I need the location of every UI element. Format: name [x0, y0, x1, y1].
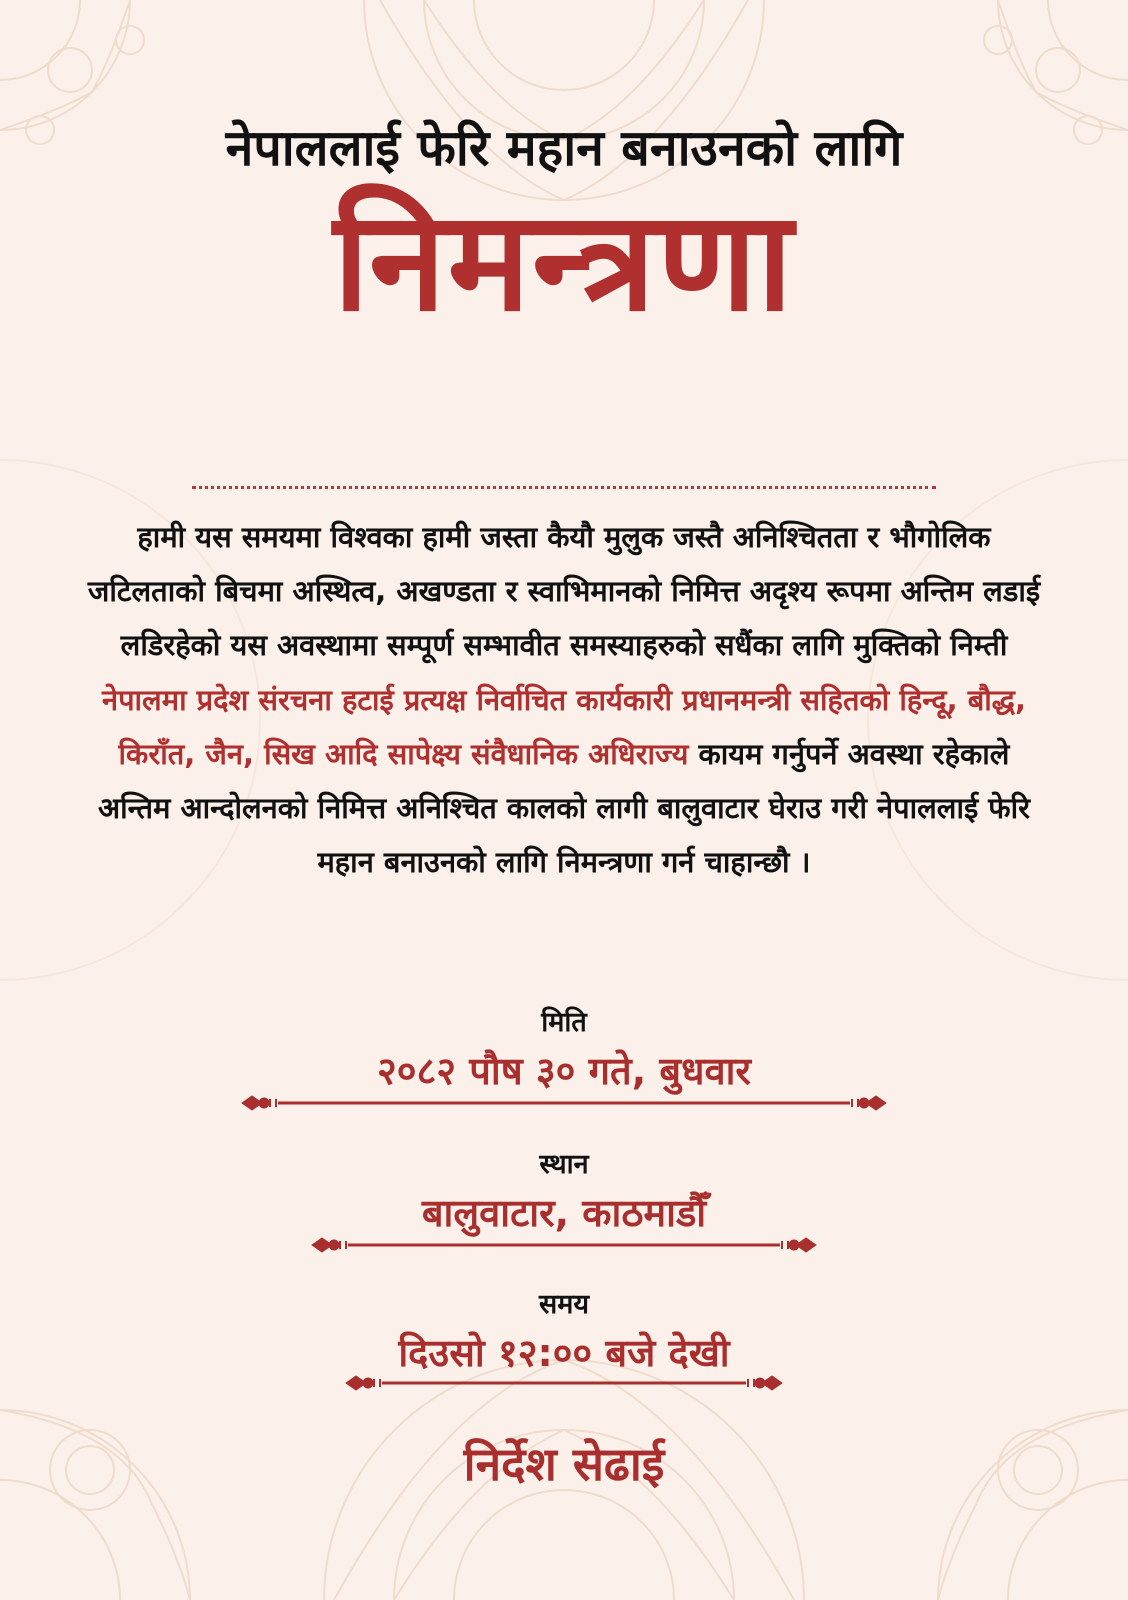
place-label: स्थान	[539, 1149, 589, 1180]
time-label: समय	[538, 1289, 590, 1320]
date-value: २०८२ पौष ३० गते, बुधवार	[377, 1049, 751, 1093]
place-value: बालुवाटार, काठमाडौँ	[421, 1191, 707, 1235]
body-text-part1: हामी यस समयमा विश्वका हामी जस्ता कैयौ मुलुक जस्तै अनिश्चितता र भौगोलिक जटिलताको बिचमा अस्थित्व, अखण्डता र स्वाभिमानको निमित्त अदृश्य रूपमा अन्तिम लडाई लडिरहेको यस अवस्थामा सम्पूर्ण सम्भावीत समस्याहरुको सधैंका लागि मुक्तिको निम्ती	[87, 520, 1041, 663]
date-label: मिति	[541, 1007, 587, 1038]
signature-name: निर्देश सेढाई	[463, 1437, 665, 1491]
body-text-highlight: नेपालमा प्रदेश संरचना हटाई प्रत्यक्ष निर्वाचित कार्यकारी प्रधानमन्त्री सहितको हिन्दू, बौद्ध, किराँत, जैन, सिख आदि सापेक्ष्य संवैधानिक अधिराज्य	[101, 682, 1026, 771]
time-value: दिउसो १२:०० बजे देखी	[398, 1331, 730, 1375]
dotted-divider	[192, 486, 936, 489]
invitation-body	[84, 510, 1044, 889]
body-text-part2: कायम गर्नुपर्ने अवस्था रहेकाले अन्तिम आन्दोलनको निमित्त अनिश्चित कालको लागी बालुवाटार घेराउ गरी नेपाललाई फेरि महान बनाउनको लागि निमन्त्रणा गर्न चाहान्छौ ।	[97, 736, 1031, 880]
invitation-title: निमन्त्रणा	[333, 181, 795, 342]
ornament-divider	[310, 1232, 818, 1258]
headline: नेपाललाई फेरि महान बनाउनको लागि	[225, 119, 903, 177]
ornament-divider	[344, 1370, 784, 1396]
ornament-divider	[240, 1090, 888, 1116]
